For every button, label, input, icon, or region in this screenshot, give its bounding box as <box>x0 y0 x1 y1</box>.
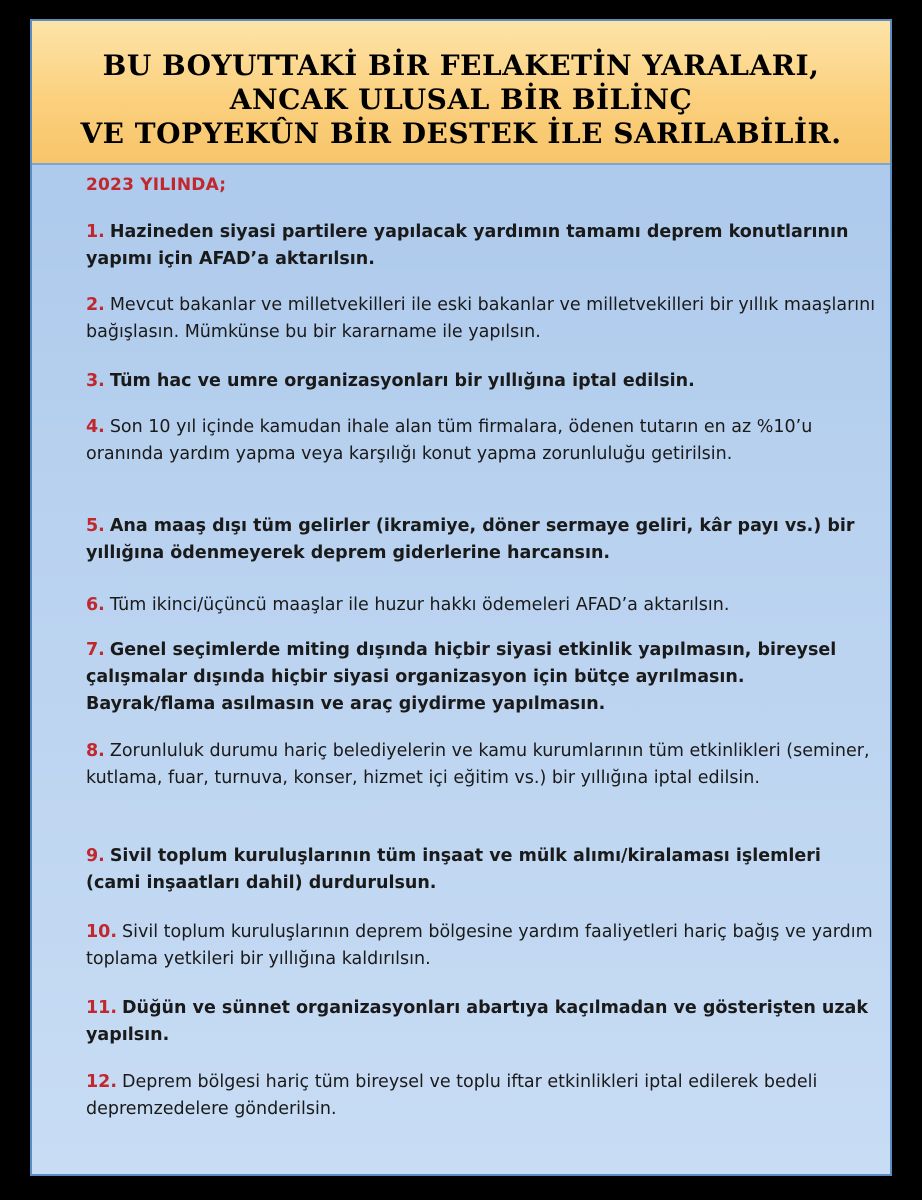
item-number: 6. <box>86 595 105 615</box>
list-item <box>86 995 876 1049</box>
item-text: Zorunluluk durumu hariç belediyelerin ve kamu kurumlarının tüm etkinlikleri (seminer, kutlama, fuar, turnuva, konser, hizmet içi eğitim vs.) bir yıllığına iptal edilsin. <box>86 741 870 788</box>
item-number: 2. <box>86 295 105 315</box>
list-item <box>86 513 876 567</box>
list-item <box>86 919 876 973</box>
list-item <box>86 738 876 792</box>
list-item <box>86 414 876 468</box>
item-number: 5. <box>86 516 105 536</box>
header-line-2: ANCAK ULUSAL BİR BİLİNÇ <box>229 83 693 116</box>
item-text: Son 10 yıl içinde kamudan ihale alan tüm firmalara, ödenen tutarın en az %10’u oranında yardım yapma veya karşılığı konut yapma zorunluluğu getirilsin. <box>86 417 813 464</box>
year-label: 2023 YILINDA; <box>86 175 227 195</box>
item-text: Ana maaş dışı tüm gelirler (ikramiye, döner sermaye geliri, kâr payı vs.) bir yıllığına ödenmeyerek deprem giderlerine harcansın. <box>86 516 855 563</box>
header-line-3: VE TOPYEKÛN BİR DESTEK İLE SARILABİLİR. <box>80 117 842 150</box>
list-item <box>86 637 876 718</box>
list-item <box>86 843 876 897</box>
list-item <box>86 219 876 273</box>
item-text: Sivil toplum kuruluşlarının deprem bölgesine yardım faaliyetleri hariç bağış ve yardım toplama yetkileri bir yıllığına kaldırılsın. <box>86 922 873 969</box>
item-number: 12. <box>86 1072 118 1092</box>
item-text: Mevcut bakanlar ve milletvekilleri ile eski bakanlar ve milletvekilleri bir yıllık maaşlarını bağışlasın. Mümkünse bu bir kararname ile yapılsın. <box>86 295 876 342</box>
item-number: 9. <box>86 846 105 866</box>
item-number: 3. <box>86 371 105 391</box>
list-item <box>86 592 876 619</box>
item-text: Deprem bölgesi hariç tüm bireysel ve toplu iftar etkinlikleri iptal edilerek bedeli depremzedelere gönderilsin. <box>86 1072 818 1119</box>
poster-card <box>30 19 892 1176</box>
item-text: Tüm ikinci/üçüncü maaşlar ile huzur hakkı ödemeleri AFAD’a aktarılsın. <box>109 595 730 615</box>
item-text: Genel seçimlerde miting dışında hiçbir siyasi etkinlik yapılmasın, bireysel çalışmalar dışında hiçbir siyasi organizasyon için bütçe ayrılmasın. Bayrak/flama asılmasın ve araç giydirme yapılmasın. <box>86 640 837 714</box>
item-number: 1. <box>86 222 105 242</box>
list-item <box>86 292 876 346</box>
item-text: Hazineden siyasi partilere yapılacak yardımın tamamı deprem konutlarının yapımı için AFAD’a aktarılsın. <box>86 222 849 269</box>
list-item <box>86 368 876 395</box>
item-number: 7. <box>86 640 105 660</box>
item-number: 8. <box>86 741 105 761</box>
item-number: 10. <box>86 922 118 942</box>
list-item <box>86 1069 876 1123</box>
item-number: 4. <box>86 417 105 437</box>
poster-header <box>32 21 890 165</box>
header-line-1: BU BOYUTTAKİ BİR FELAKETİN YARALARI, <box>102 49 820 82</box>
item-text: Düğün ve sünnet organizasyonları abartıya kaçılmadan ve gösterişten uzak yapılsın. <box>86 998 868 1045</box>
item-number: 11. <box>86 998 118 1018</box>
item-text: Sivil toplum kuruluşlarının tüm inşaat ve mülk alımı/kiralaması işlemleri (cami inşaatları dahil) durdurulsun. <box>86 846 821 893</box>
item-text: Tüm hac ve umre organizasyonları bir yıllığına iptal edilsin. <box>109 371 695 391</box>
